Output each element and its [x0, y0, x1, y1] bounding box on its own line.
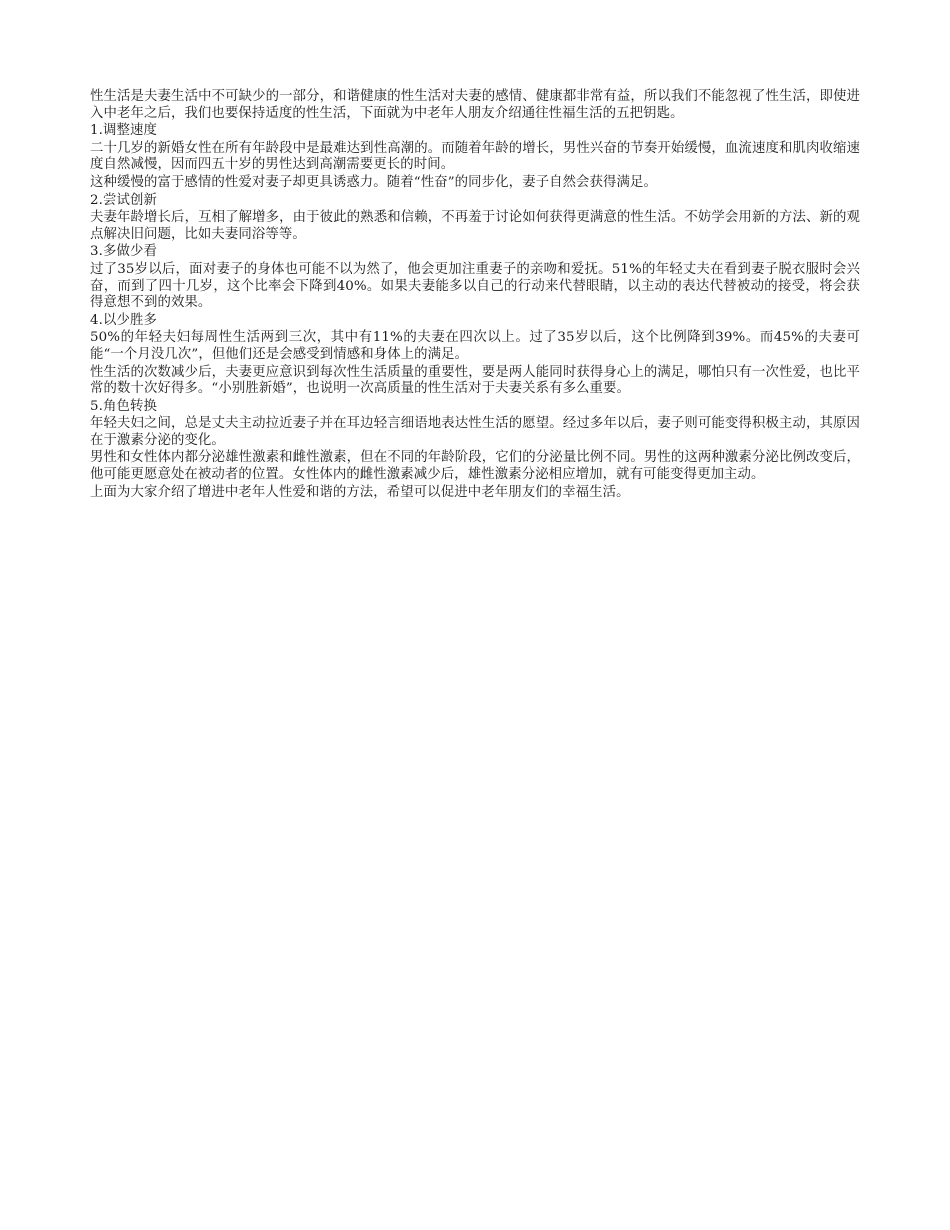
section-heading: 2.尝试创新 — [90, 192, 157, 208]
section-paragraph: 性生活的次数减少后，夫妻更应意识到每次性生活质量的重要性，要是两人能同时获得身心上的满足，哪怕只有一次性爱，也比平常的数十次好得多。“小别胜新婚”，也说明一次高质量的性生活对于夫妻关系有多么重要。 — [90, 364, 860, 397]
section-paragraph: 年轻夫妇之间，总是丈夫主动拉近妻子并在耳边轻言细语地表达性生活的愿望。经过多年以后，妻子则可能变得积极主动，其原因在于激素分泌的变化。 — [90, 416, 860, 448]
section-heading: 3.多做少看 — [90, 244, 157, 260]
section-paragraph: 夫妻年龄增长后，互相了解增多，由于彼此的熟悉和信赖，不再羞于讨论如何获得更满意的性生活。不妨学会用新的方法、新的观点解决旧问题，比如夫妻同浴等等。 — [90, 210, 860, 242]
document-body — [90, 89, 860, 502]
section-heading: 5.角色转换 — [90, 398, 157, 414]
section-paragraph: 男性和女性体内都分泌雄性激素和雌性激素，但在不同的年龄阶段，它们的分泌量比例不同。男性的这两种激素分泌比例改变后，他可能更愿意处在被动者的位置。女性体内的雌性激素减少后，雄性激素分泌相应增加，就有可能变得更加主动。 — [90, 450, 860, 483]
conclusion-paragraph: 上面为大家介绍了增进中老年人性爱和谐的方法，希望可以促进中老年朋友们的幸福生活。 — [90, 484, 630, 500]
intro-paragraph: 性生活是夫妻生活中不可缺少的一部分，和谐健康的性生活对夫妻的感情、健康都非常有益，所以我们不能忽视了性生活，即使进入中老年之后，我们也要保持适度的性生活，下面就为中老年人朋友介绍通往性福生活的五把钥匙。 — [90, 89, 860, 121]
section-paragraph: 这种缓慢的富于感情的性爱对妻子却更具诱惑力。随着“性奋”的同步化，妻子自然会获得满足。 — [90, 174, 658, 190]
section-paragraph: 过了35岁以后，面对妻子的身体也可能不以为然了，他会更加注重妻子的亲吻和爱抚。51%的年轻丈夫在看到妻子脱衣服时会兴奋，而到了四十几岁，这个比率会下降到40%。如果夫妻能多以自己的行动来代替眼睛，以主动的表达代替被动的接受，将会获得意想不到的效果。 — [90, 261, 860, 311]
section-paragraph: 二十几岁的新婚女性在所有年龄段中是最难达到性高潮的。而随着年龄的增长，男性兴奋的节奏开始缓慢，血流速度和肌肉收缩速度自然减慢，因而四五十岁的男性达到高潮需要更长的时间。 — [90, 140, 860, 173]
section-paragraph: 50%的年轻夫妇每周性生活两到三次，其中有11%的夫妻在四次以上。过了35岁以后，这个比例降到39%。而45%的夫妻可能“一个月没几次”，但他们还是会感受到情感和身体上的满足。 — [90, 330, 860, 362]
section-heading: 1.调整速度 — [90, 123, 157, 139]
section-heading: 4.以少胜多 — [90, 312, 157, 328]
